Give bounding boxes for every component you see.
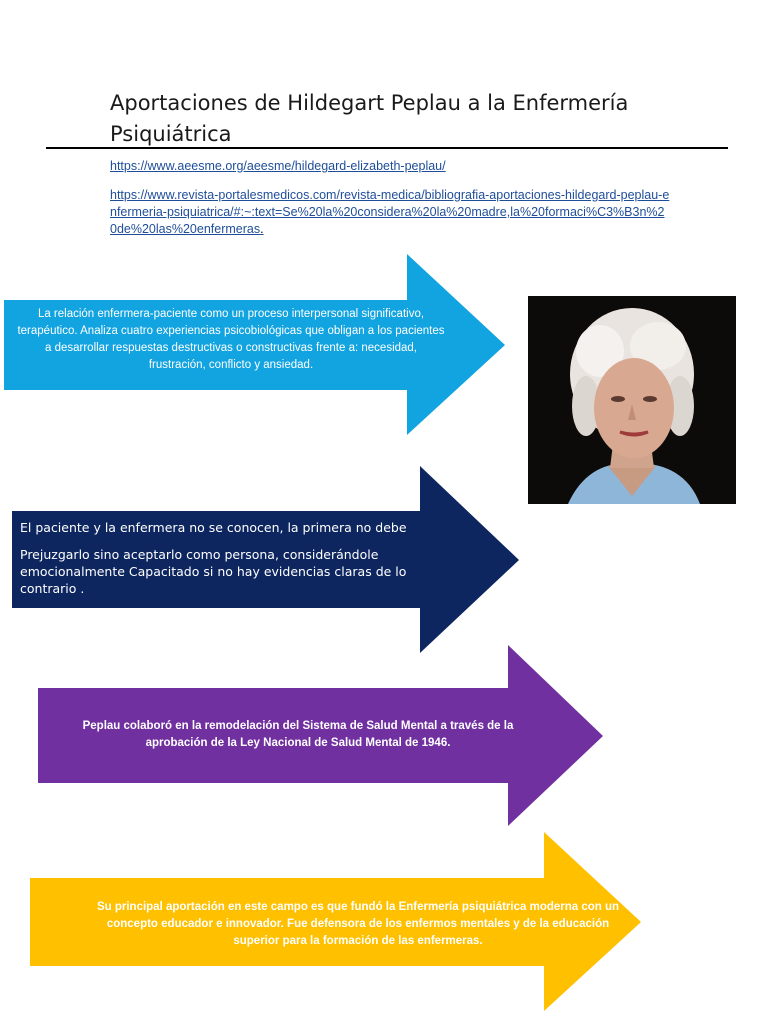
- link-period: .: [260, 222, 264, 236]
- arrow-psychiatric-nursing: [30, 832, 642, 1012]
- reference-link-aeesme[interactable]: https://www.aeesme.org/aeesme/hildegard-elizabeth-peplau/: [110, 159, 446, 173]
- arrow-text-purple: Peplau colaboró en la remodelación del Sistema de Salud Mental a través de la aprobación de la Ley Nacional de Salud Mental de 1946.: [82, 720, 514, 749]
- arrow-text-navy-line2: Prejuzgarlo sino aceptarlo como persona, considerándole emocionalmente Capacitado si no hay evidencias claras de lo contrario .: [20, 547, 407, 596]
- title-underline: [46, 147, 728, 149]
- arrow-mental-health-law: [38, 645, 604, 827]
- arrow-interpersonal-relation: [4, 254, 506, 436]
- arrow-text-yellow: Su principal aportación en este campo es que fundó la Enfermería psiquiátrica moderna con un concepto educador e innovador. Fue defensora de los enfermos mentales y de la educación superior para la formación de las enfermeras.: [96, 901, 620, 947]
- arrow-text-blue: La relación enfermera-paciente como un proceso interpersonal significativo, terapéutico. Analiza cuatro experiencias psicobiológicas que obligan a los pacientes a desarrollar respuestas destructivas o constructivas frente a: necesidad, frustración, conflicto y ansiedad.: [17, 308, 445, 371]
- portrait-photo: [528, 296, 736, 504]
- arrow-patient-nurse: [12, 466, 520, 654]
- reference-link-portalesmedicos[interactable]: [110, 187, 670, 238]
- arrow-text-navy-line1: El paciente y la enfermera no se conocen, la primera no debe: [20, 520, 407, 535]
- reference-link-portalesmedicos-text[interactable]: https://www.revista-portalesmedicos.com/revista-medica/bibliografia-aportaciones-hildegard-peplau-enfermeria-psiquiatrica/#:~:text=Se%20la%20considera%20la%20madre,la%20formaci%C3%B3n%20de%20las%20enfermeras: [110, 188, 670, 236]
- page-title: Aportaciones de Hildegart Peplau a la Enfermería Psiquiátrica: [110, 91, 629, 146]
- portrait-icon: [528, 296, 736, 504]
